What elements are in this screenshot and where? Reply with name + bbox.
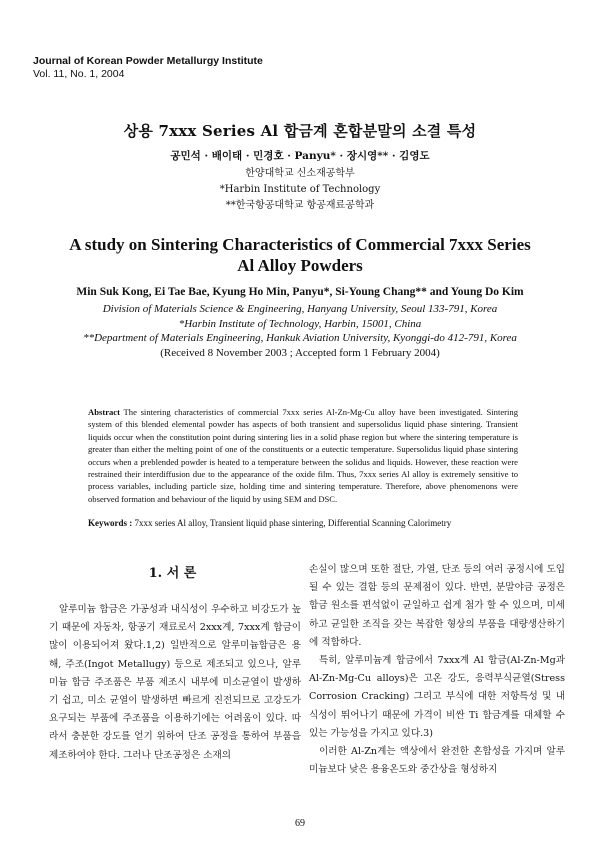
abstract-text: The sintering characteristics of commercial 7xxx series Al-Zn-Mg-Cu alloy have been investigated. Sintering system of this blended elemental powder has aspects of both transient and supersolidus liquid phase sintering. Transient liquids occur when the constitution point during sintering lies in a solid phase region but where the sintering temperature is greater than either the melting point of one of the constituents or a eutectic temperature. Supersolidus liquid phase sintering occurs when a preblended powder is heated to a temperature between the solidus and liquids. However, these reaction were restrained their interdiffusion due to the appearance of the oxide film. Thus, 7xxx series Al alloy is extremely sensitive to process variables, including particle size, holding time and sintering temperature. Therefore, above phenomenons were observed formation and behaviour of the liquid by using SEM and DSC. [88, 407, 518, 504]
korean-affiliation-2: *Harbin Institute of Technology [219, 184, 381, 195]
abstract [88, 406, 518, 505]
body-paragraph: 손실이 많으며 또한 절단, 가열, 단조 등의 여러 공정시에 도입될 수 있는 결함 등의 문제점이 있다. 반면, 분말야금 공정은 합금 원소를 편석없이 균일하고 쉽게 첨가 할 수 있으며, 미세하고 균일한 조직을 갖는 복잡한 형상의 부품을 대량생산하기에 적합하다. [309, 564, 565, 648]
korean-authors: 공민석 · 배이태 · 민경호 · Panyu* · 장시영** · 김영도 [170, 150, 430, 162]
korean-affiliations [0, 166, 600, 214]
english-authors: Min Suk Kong, Ei Tae Bae, Kyung Ho Min, Panyu*, Si-Young Chang** and Young Do Kim [76, 286, 524, 298]
keywords-text: 7xxx series Al alloy, Transient liquid phase sintering, Differential Scanning Calorimetry [134, 518, 452, 528]
english-title-line-2: Al Alloy Powders [237, 256, 363, 275]
english-affiliation-1: Division of Materials Science & Engineering, Hanyang University, Seoul 133-791, Korea [102, 303, 498, 315]
keywords [88, 518, 518, 528]
korean-affiliation-3: **한국항공대학교 항공재료공학과 [225, 200, 375, 211]
journal-name: Journal of Korean Powder Metallurgy Institute [33, 55, 263, 67]
body-right-column [309, 561, 565, 779]
page-number: 69 [295, 818, 305, 829]
korean-affiliation-1: 한양대학교 신소재공학부 [245, 168, 355, 179]
body-paragraph: 특히, 알루미늄계 합금에서 7xxx계 Al 합금(Al-Zn-Mg과 Al-Zn-Mg-Cu alloys)은 고온 강도, 응력부식균열(Stress Corrosion Cracking) 그리고 부식에 대한 저항특성 및 내식성이 뛰어나기 때문에 가격이 비싼 Ti 합금계를 대체할 수 있는 가능성을 가지고 있다.3) [309, 655, 565, 739]
abstract-label: Abstract [88, 407, 120, 417]
korean-title: 상용 7xxx Series Al 합금계 혼합분말의 소결 특성 [123, 122, 477, 140]
body-paragraph: 알루미늄 합금은 가공성과 내식성이 우수하고 비강도가 높기 때문에 자동차, 항공기 재료로서 2xxx계, 7xxx계 합금이 많이 이용되어져 왔다.1,2) 일반적으로 알루미늄합금은 용해, 주조(Ingot Metallugy) 등으로 제조되고 있으나, 알루미늄 합금 주조품은 부품 제조시 내부에 미소균열이 발생하기 쉽고, 미소 균열이 발생하면 빠르게 진전되므로 고강도가 요구되는 부품에 주조품을 이용하기에는 어려움이 있다. 따라서 충분한 강도를 얻기 위하여 단조 공정을 통하여 부품을 제조하여야 한다. 그러나 단조공정은 소재의 [49, 604, 301, 761]
body-paragraph: 이러한 Al-Zn계는 액상에서 완전한 혼합성을 가지며 알루미늄보다 낮은 용융온도와 중간상을 형성하지 [309, 746, 565, 776]
english-title-line-1: A study on Sintering Characteristics of Commercial 7xxx Series [69, 235, 531, 254]
english-affiliation-2: *Harbin Institute of Technology, Harbin, 15001, China [178, 317, 422, 330]
journal-volume: Vol. 11, No. 1, 2004 [33, 68, 125, 80]
journal-header [33, 55, 263, 81]
english-affiliation-3: **Department of Materials Engineering, Hankuk Aviation University, Kyonggi-do 412-791, Korea [83, 332, 517, 344]
keywords-label: Keywords : [88, 518, 133, 528]
english-affiliations [20, 302, 580, 360]
english-title [60, 234, 540, 276]
received-dates: (Received 8 November 2003 ; Accepted form 1 February 2004) [160, 346, 440, 359]
body-left-column [49, 601, 301, 765]
section-heading-introduction: 1. 서 론 [148, 566, 197, 581]
